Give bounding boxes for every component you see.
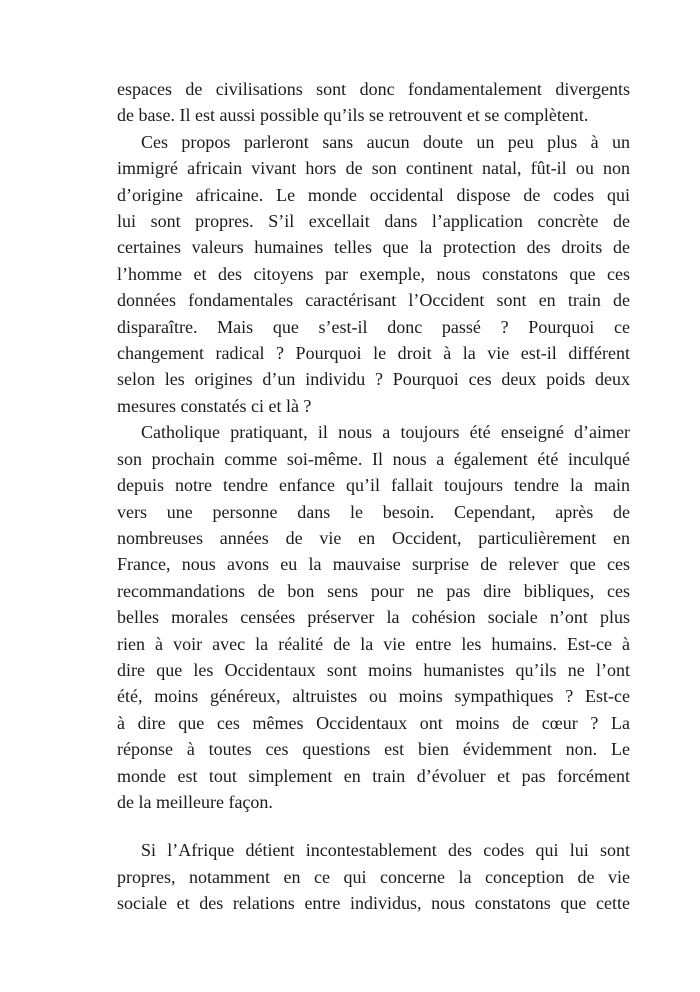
text-line: depuis notre tendre enfance qu’il fallait toujours tendre la main xyxy=(117,475,630,496)
paragraph xyxy=(117,129,630,419)
text-line: réponse à toutes ces questions est bien évidemment non. Le xyxy=(117,739,630,760)
text-line: Ces propos parleront sans aucun doute un peu plus à un xyxy=(141,131,630,152)
text-line: nombreuses années de vie en Occident, particulièrement en xyxy=(117,527,630,548)
text-line: propres, notamment en ce qui concerne la conception de vie xyxy=(117,866,630,887)
text-line: sociale et des relations entre individus, nous constatons que cette xyxy=(117,893,630,914)
paragraph xyxy=(117,419,630,815)
text-line: disparaître. Mais que s’est-il donc passé ? Pourquoi ce xyxy=(117,316,630,337)
text-line: France, nous avons eu la mauvaise surprise de relever que ces xyxy=(117,554,630,575)
text-line: mesures constatés ci et là ? xyxy=(117,395,312,416)
text-line: recommandations de bon sens pour ne pas dire bibliques, ces xyxy=(117,580,630,601)
text-line: monde est tout simplement en train d’évoluer et pas forcément xyxy=(117,765,630,786)
paragraph xyxy=(117,837,630,916)
text-line: son prochain comme soi-même. Il nous a également été inculqué xyxy=(117,448,630,469)
text-line: rien à voir avec la réalité de la vie entre les humains. Est-ce à xyxy=(117,633,630,654)
text-line: été, moins généreux, altruistes ou moins sympathiques ? Est-ce xyxy=(117,686,630,707)
text-line: certaines valeurs humaines telles que la protection des droits de xyxy=(117,237,630,258)
text-line: selon les origines d’un individu ? Pourquoi ces deux poids deux xyxy=(117,369,630,390)
text-line: de la meilleure façon. xyxy=(117,791,273,812)
text-line: espaces de civilisations sont donc fondamentalement divergents xyxy=(117,79,630,99)
text-line: dire que les Occidentaux sont moins humanistes qu’ils ne l’ont xyxy=(117,659,630,680)
text-line: l’homme et des citoyens par exemple, nous constatons que ces xyxy=(117,263,630,284)
text-line: de base. Il est aussi possible qu’ils se retrouvent et se complètent. xyxy=(117,105,589,126)
text-line: belles morales censées préserver la cohésion sociale n’ont plus xyxy=(117,607,630,628)
text-block xyxy=(117,76,630,917)
paragraph xyxy=(117,76,630,129)
text-line: changement radical ? Pourquoi le droit à la vie est-il différent xyxy=(117,343,630,364)
text-line: vers une personne dans le besoin. Cependant, après de xyxy=(117,501,630,522)
text-line: Catholique pratiquant, il nous a toujours été enseigné d’aimer xyxy=(141,422,630,443)
text-line: immigré africain vivant hors de son continent natal, fût-il ou non xyxy=(117,158,630,179)
text-line: lui sont propres. S’il excellait dans l’application concrète de xyxy=(117,211,630,232)
text-line: données fondamentales caractérisant l’Occident sont en train de xyxy=(117,290,630,311)
text-line: Si l’Afrique détient incontestablement des codes qui lui sont xyxy=(141,840,630,861)
text-line: à dire que ces mêmes Occidentaux ont moins de cœur ? La xyxy=(117,712,630,733)
text-line: d’origine africaine. Le monde occidental dispose de codes qui xyxy=(117,184,630,205)
